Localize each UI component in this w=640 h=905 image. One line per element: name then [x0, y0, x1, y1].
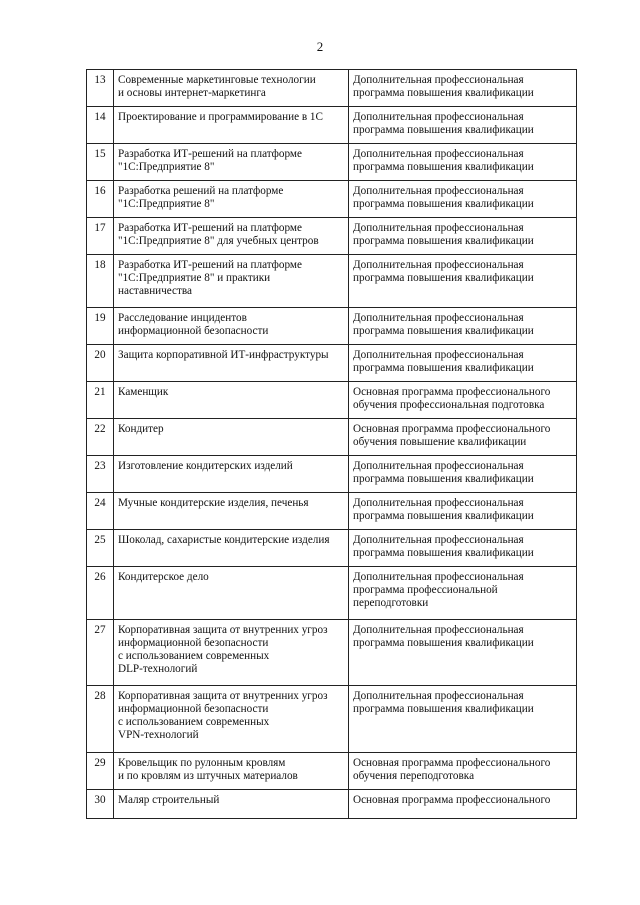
table-row [87, 620, 577, 686]
row-number-cell: 25 [87, 530, 114, 567]
row-number-cell: 26 [87, 567, 114, 620]
table-row [87, 567, 577, 620]
row-number-cell: 30 [87, 790, 114, 819]
table-row [87, 70, 577, 107]
program-type-cell: Дополнительная профессиональная программа повышения квалификации [349, 218, 577, 255]
course-name-cell: Проектирование и программирование в 1С [114, 107, 349, 144]
row-number-cell: 17 [87, 218, 114, 255]
course-name-cell: Кровельщик по рулонным кровлям и по кровлям из штучных материалов [114, 753, 349, 790]
program-type-cell: Дополнительная профессиональная программа повышения квалификации [349, 686, 577, 753]
row-number-cell: 18 [87, 255, 114, 308]
program-type-cell: Дополнительная профессиональная программа повышения квалификации [349, 456, 577, 493]
table-row [87, 382, 577, 419]
program-type-cell: Дополнительная профессиональная программа повышения квалификации [349, 345, 577, 382]
program-type-cell: Дополнительная профессиональная программа повышения квалификации [349, 530, 577, 567]
course-name-cell: Кондитер [114, 419, 349, 456]
course-name-cell: Корпоративная защита от внутренних угроз информационной безопасности с использованием современных VPN-технологий [114, 686, 349, 753]
course-name-cell: Мучные кондитерские изделия, печенья [114, 493, 349, 530]
program-type-cell: Дополнительная профессиональная программа профессиональной переподготовки [349, 567, 577, 620]
course-name-cell: Корпоративная защита от внутренних угроз информационной безопасности с использованием современных DLP-технологий [114, 620, 349, 686]
course-name-cell: Разработка решений на платформе "1С:Предприятие 8" [114, 181, 349, 218]
row-number-cell: 28 [87, 686, 114, 753]
course-name-cell: Кондитерское дело [114, 567, 349, 620]
course-name-cell: Современные маркетинговые технологии и основы интернет-маркетинга [114, 70, 349, 107]
row-number-cell: 22 [87, 419, 114, 456]
table-row [87, 790, 577, 819]
table-row [87, 107, 577, 144]
course-name-cell: Каменщик [114, 382, 349, 419]
program-type-cell: Дополнительная профессиональная программа повышения квалификации [349, 308, 577, 345]
program-type-cell: Дополнительная профессиональная программа повышения квалификации [349, 70, 577, 107]
row-number-cell: 24 [87, 493, 114, 530]
course-name-cell: Разработка ИТ-решений на платформе "1С:Предприятие 8" для учебных центров [114, 218, 349, 255]
table-row [87, 686, 577, 753]
course-name-cell: Шоколад, сахаристые кондитерские изделия [114, 530, 349, 567]
program-type-cell: Дополнительная профессиональная программа повышения квалификации [349, 620, 577, 686]
row-number-cell: 27 [87, 620, 114, 686]
course-name-cell: Изготовление кондитерских изделий [114, 456, 349, 493]
row-number-cell: 16 [87, 181, 114, 218]
programs-table [86, 69, 577, 819]
program-type-cell: Дополнительная профессиональная программа повышения квалификации [349, 181, 577, 218]
table-row [87, 181, 577, 218]
row-number-cell: 23 [87, 456, 114, 493]
page-number: 2 [316, 39, 324, 54]
course-name-cell: Маляр строительный [114, 790, 349, 819]
table-row [87, 530, 577, 567]
row-number-cell: 14 [87, 107, 114, 144]
program-type-cell: Дополнительная профессиональная программа повышения квалификации [349, 144, 577, 181]
program-type-cell: Основная программа профессионального обучения переподготовка [349, 753, 577, 790]
course-name-cell: Защита корпоративной ИТ-инфраструктуры [114, 345, 349, 382]
program-type-cell: Основная программа профессионального обучения профессиональная подготовка [349, 382, 577, 419]
course-name-cell: Разработка ИТ-решений на платформе "1С:Предприятие 8" [114, 144, 349, 181]
row-number-cell: 21 [87, 382, 114, 419]
table-row [87, 144, 577, 181]
program-type-cell: Дополнительная профессиональная программа повышения квалификации [349, 107, 577, 144]
row-number-cell: 19 [87, 308, 114, 345]
table-row [87, 255, 577, 308]
table-row [87, 493, 577, 530]
course-name-cell: Расследование инцидентов информационной безопасности [114, 308, 349, 345]
table-row [87, 456, 577, 493]
course-name-cell: Разработка ИТ-решений на платформе "1С:Предприятие 8" и практики наставничества [114, 255, 349, 308]
table-row [87, 419, 577, 456]
program-type-cell: Дополнительная профессиональная программа повышения квалификации [349, 493, 577, 530]
table-row [87, 308, 577, 345]
table-row [87, 345, 577, 382]
program-type-cell: Основная программа профессионального [349, 790, 577, 819]
row-number-cell: 13 [87, 70, 114, 107]
table-row [87, 753, 577, 790]
row-number-cell: 20 [87, 345, 114, 382]
row-number-cell: 15 [87, 144, 114, 181]
row-number-cell: 29 [87, 753, 114, 790]
programs-table-body [87, 70, 577, 819]
program-type-cell: Дополнительная профессиональная программа повышения квалификации [349, 255, 577, 308]
program-type-cell: Основная программа профессионального обучения повышение квалификации [349, 419, 577, 456]
table-row [87, 218, 577, 255]
